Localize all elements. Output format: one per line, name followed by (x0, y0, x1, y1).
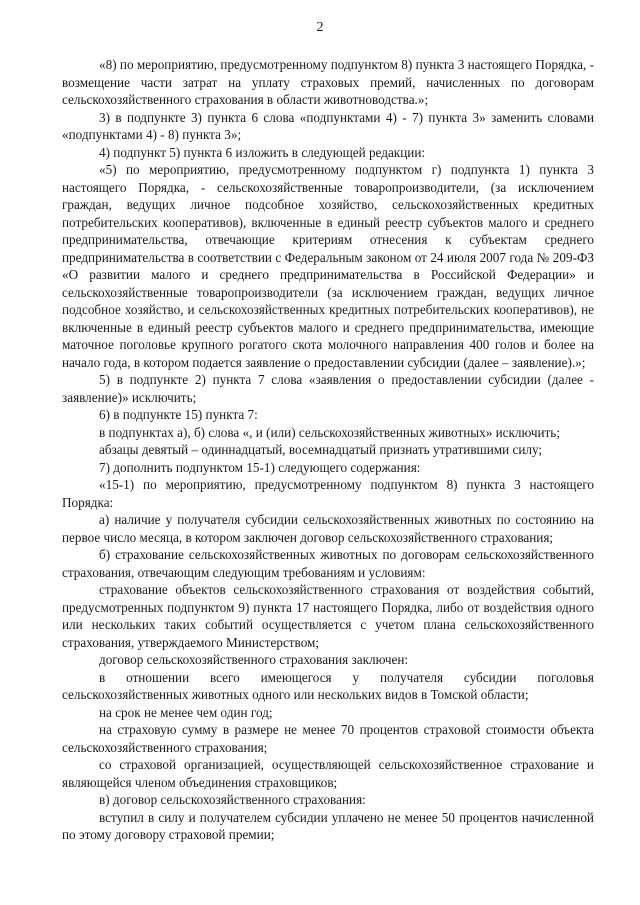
paragraph: страхование объектов сельскохозяйственного страхования от воздействия событий, предусмотренных подпунктом 9) пункта 17 настоящего Порядка, либо от воздействия одного или нескольких таких событий осуществляется с учетом плана сельскохозяйственного страхования, утверждаемого Министерством; (62, 582, 594, 650)
paragraph: абзацы девятый – одиннадцатый, восемнадцатый признать утратившими силу; (99, 442, 543, 457)
paragraph: 5) в подпункте 2) пункта 7 слова «заявления о предоставлении субсидии (далее - заявление)» исключить; (62, 372, 594, 405)
paragraph: в отношении всего имеющегося у получателя субсидии поголовья сельскохозяйственных животных одного или нескольких видов в Томской области; (62, 669, 594, 702)
paragraph: а) наличие у получателя субсидии сельскохозяйственных животных по состоянию на первое число месяца, в котором заключен договор сельскохозяйственного страхования; (62, 512, 594, 545)
paragraph: 6) в подпункте 15) пункта 7: (99, 407, 258, 422)
paragraph: «5) по мероприятию, предусмотренному подпунктом г) подпункта 1) пункта 3 настоящего Порядка, - сельскохозяйственные товаропроизводители, (за исключением граждан, ведущих личное подсобное хозяйство, сельскохозяйственных кредитных потребительских кооперативов), включенные в единый реестр субъектов малого и среднего предпринимательства, отвечающие критериям отнесения к субъектам среднего предпринимательства в соответствии с Федеральным законом от 24 июля 2007 года № 209-ФЗ «О развитии малого и среднего предпринимательства в Российской Федерации» и сельскохозяйственные товаропроизводители (за исключением граждан, ведущих личное подсобное хозяйство, и сельскохозяйственных кредитных потребительских кооперативов), не включенные в единый реестр субъектов малого и среднего предпринимательства, имеющие маточное поголовье крупного рогатого скота молочного направления 400 голов и более на начало года, в котором подается заявление о предоставлении субсидии (далее – заявление).»; (62, 162, 594, 370)
page-number: 2 (316, 20, 324, 35)
paragraph: 4) подпункт 5) пункта 6 изложить в следующей редакции: (99, 144, 426, 160)
document-body (62, 56, 594, 844)
paragraph: «8) по мероприятию, предусмотренному подпунктом 8) пункта 3 настоящего Порядка, - возмещение части затрат на уплату страховых премий, начисленных по договорам сельскохозяйственного страхования в области животноводства.»; (62, 57, 594, 107)
paragraph: договор сельскохозяйственного страхования заключен: (99, 652, 409, 667)
paragraph: на страховую сумму в размере не менее 70 процентов страховой стоимости объекта сельскохозяйственного страхования; (62, 722, 594, 755)
paragraph: вступил в силу и получателем субсидии уплачено не менее 50 процентов начисленной по этому договору страховой премии; (62, 809, 594, 842)
paragraph: 7) дополнить подпунктом 15-1) следующего содержания: (99, 459, 421, 475)
paragraph: 3) в подпункте 3) пункта 6 слова «подпунктами 4) - 7) пункта 3» заменить словами «подпунктами 4) - 8) пункта 3»; (62, 109, 594, 142)
paragraph: в подпунктах а), б) слова «, и (или) сельскохозяйственных животных» исключить; (99, 424, 560, 440)
paragraph: «15-1) по мероприятию, предусмотренному подпунктом 8) пункта 3 настоящего Порядка: (62, 477, 594, 510)
paragraph: в) договор сельскохозяйственного страхования: (99, 792, 366, 807)
paragraph: на срок не менее чем один год; (99, 704, 273, 720)
paragraph: б) страхование сельскохозяйственных животных по договорам сельскохозяйственного страхования, отвечающим следующим требованиям и условиям: (62, 547, 594, 580)
paragraph: со страховой организацией, осуществляющей сельскохозяйственное страхование и являющейся членом объединения страховщиков; (62, 757, 594, 790)
